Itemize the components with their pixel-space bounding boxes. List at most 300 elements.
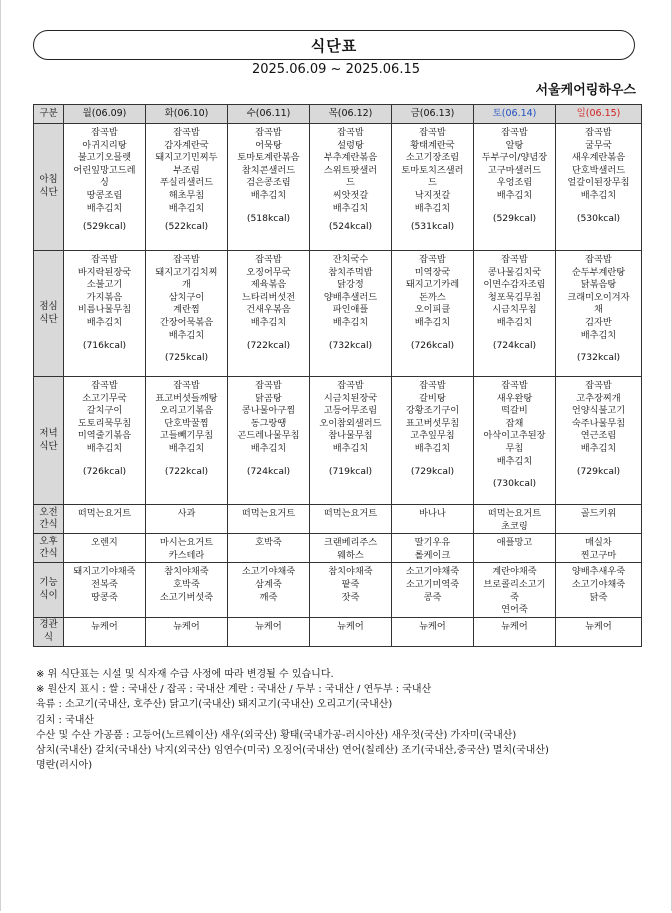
- menu-item: 황태계란국: [410, 139, 455, 151]
- row-pm-snack: [34, 534, 642, 563]
- menu-item: 배추김치: [250, 316, 287, 328]
- calorie-label: (726kcal): [82, 465, 127, 477]
- menu-item: 돼지고기카레: [405, 279, 460, 291]
- menu-item: 채: [594, 304, 603, 316]
- menu-cell: [228, 505, 310, 534]
- calorie-label: (524kcal): [328, 221, 373, 233]
- row-label-text: 식이: [39, 590, 58, 602]
- menu-item: 어린잎망고드레: [73, 164, 136, 176]
- menu-item: 잡곡밥: [585, 254, 612, 265]
- menu-cell: [228, 617, 310, 646]
- menu-item: 건새우볶음: [246, 304, 291, 316]
- menu-item: 제육볶음: [250, 279, 287, 291]
- menu-item: 파인애플: [332, 304, 369, 316]
- row-label-text: 오전: [39, 506, 58, 518]
- menu-item: 오리고기볶음: [159, 405, 214, 417]
- menu-item: 연근조림: [580, 430, 617, 442]
- day-header-mon: 월(06.09): [64, 105, 146, 124]
- menu-item: 양배추새우죽: [571, 566, 626, 578]
- menu-item: 크랜베리주스: [323, 537, 378, 549]
- menu-item: 깨죽: [259, 591, 278, 603]
- menu-item: 배추김치: [86, 442, 123, 454]
- menu-item: 콩나물아구찜: [241, 405, 296, 417]
- menu-item: 뉴케어: [419, 620, 446, 632]
- menu-item: 연어죽: [501, 604, 528, 616]
- menu-item: 크래미오이겨자: [567, 291, 630, 303]
- row-tube-feeding: [34, 617, 642, 646]
- header-label: 구분: [34, 105, 64, 124]
- row-label-text: 기능: [39, 577, 58, 589]
- menu-cell: [64, 617, 146, 646]
- menu-cell: [228, 534, 310, 563]
- menu-cell: [64, 377, 146, 505]
- menu-item: 바나나: [419, 508, 446, 519]
- menu-item: 강황조기구이: [405, 405, 460, 417]
- menu-item: 배추김치: [332, 316, 369, 328]
- menu-item: 감자계란국: [164, 139, 209, 151]
- menu-item: 호박죽: [255, 537, 282, 549]
- menu-cell: [310, 377, 392, 505]
- day-header-wed: 수(06.11): [228, 105, 310, 124]
- menu-item: 배추김치: [168, 329, 205, 341]
- menu-cell: [474, 617, 556, 646]
- menu-item: 부조림: [173, 164, 200, 176]
- menu-cell: [146, 377, 228, 505]
- menu-item: 뉴케어: [337, 620, 364, 632]
- row-label-text: 간식: [39, 519, 58, 531]
- menu-item: 배추김치: [332, 202, 369, 214]
- menu-cell: [556, 251, 642, 377]
- menu-cell: [146, 617, 228, 646]
- menu-item: 느타리버섯전: [241, 291, 296, 303]
- menu-item: 참치야채죽: [328, 566, 373, 578]
- menu-item: 언양식불고기: [571, 405, 626, 417]
- calorie-label: (529kcal): [82, 221, 127, 233]
- note-line: ※ 위 식단표는 시설 및 식자재 수급 사정에 따라 변경될 수 있습니다.: [36, 669, 334, 680]
- menu-item: 새우계란볶음: [571, 152, 626, 164]
- menu-item: 싱: [100, 177, 109, 189]
- menu-item: 어묵탕: [255, 139, 282, 151]
- menu-item: 잔치국수: [332, 254, 369, 265]
- menu-item: 표고버섯들깨탕: [155, 392, 218, 404]
- day-header-sun: 일(06.15): [556, 105, 642, 124]
- menu-cell: [146, 563, 228, 617]
- menu-item: 배추김치: [580, 442, 617, 454]
- menu-item: 고추장찌개: [576, 392, 621, 404]
- menu-item: 배추김치: [580, 329, 617, 341]
- row-label: [34, 377, 64, 505]
- row-label-text: 아침: [39, 174, 58, 186]
- menu-item: 떠먹는요거트: [77, 508, 132, 519]
- menu-item: 잡곡밥: [91, 127, 118, 138]
- menu-item: 도토리묵무침: [77, 417, 132, 429]
- menu-item: 잡곡밥: [419, 127, 446, 138]
- note-line: ※ 원산지 표시 : 쌀 : 국내산 / 잡곡 : 국내산 계란 : 국내산 / 두부 : 국내산 / 연두부 : 국내산: [36, 684, 432, 696]
- menu-item: 소고기버섯죽: [159, 591, 214, 603]
- menu-item: 고추잎무침: [410, 430, 455, 442]
- menu-item: 드: [346, 177, 355, 189]
- row-label-text: 경관: [39, 619, 58, 631]
- menu-item: 토마토계란볶음: [237, 152, 300, 164]
- menu-cell: [228, 377, 310, 505]
- menu-cell: [556, 505, 642, 534]
- menu-cell: [228, 563, 310, 617]
- menu-item: 땅콩조림: [86, 189, 123, 201]
- menu-item: 오이참외샐러드: [319, 417, 382, 429]
- menu-item: 땅콩죽: [91, 591, 118, 603]
- menu-item: 소불고기: [86, 279, 123, 291]
- menu-cell: [310, 251, 392, 377]
- menu-item: 소고기야채죽: [241, 566, 296, 578]
- calorie-label: (732kcal): [328, 339, 373, 351]
- menu-item: 오징어무국: [246, 266, 291, 278]
- menu-item: 배추김치: [168, 442, 205, 454]
- calorie-label: (729kcal): [576, 465, 621, 477]
- menu-item: 갈비탕: [419, 392, 446, 404]
- row-label-text: 식단: [39, 440, 58, 452]
- calorie-label: (522kcal): [164, 221, 209, 233]
- row-label-text: 간식: [39, 548, 58, 560]
- menu-cell: [146, 251, 228, 377]
- menu-item: 참치주먹밥: [328, 266, 373, 278]
- menu-item: 개: [182, 279, 191, 291]
- menu-cell: [474, 124, 556, 251]
- calorie-label: (531kcal): [410, 221, 455, 233]
- menu-item: 돼지고기민찌두: [155, 152, 218, 164]
- row-label-text: 점심: [39, 300, 58, 312]
- menu-item: 삼계죽: [255, 578, 282, 590]
- menu-item: 잡곡밥: [501, 254, 528, 265]
- menu-item: 미역장국: [414, 266, 451, 278]
- menu-item: 뉴케어: [91, 620, 118, 632]
- menu-item: 새우완탕: [496, 392, 533, 404]
- menu-item: 매실차: [585, 537, 612, 549]
- calorie-label: (724kcal): [492, 339, 537, 351]
- menu-cell: [310, 124, 392, 251]
- calorie-label: (732kcal): [576, 352, 621, 364]
- menu-item: 동그랑땡: [250, 417, 287, 429]
- menu-cell: [146, 534, 228, 563]
- note-line: 육류 : 소고기(국내산, 호주산) 닭고기(국내산) 돼지고기(국내산) 오리고기(국내산): [36, 699, 393, 711]
- menu-item: 아삭이고추된장: [483, 430, 546, 442]
- menu-item: 청포묵김무침: [487, 291, 542, 303]
- menu-item: 배추김치: [86, 316, 123, 328]
- menu-cell: [310, 563, 392, 617]
- menu-item: 죽: [510, 591, 519, 603]
- menu-item: 돼지고기야채죽: [73, 566, 136, 578]
- menu-item: 돈까스: [419, 291, 446, 303]
- menu-item: 잡곡밥: [501, 380, 528, 391]
- day-header-tue: 화(06.10): [146, 105, 228, 124]
- menu-item: 잡곡밥: [173, 254, 200, 265]
- menu-item: 계란찜: [173, 304, 200, 316]
- menu-item: 소고기미역죽: [405, 578, 460, 590]
- menu-item: 잡채: [505, 417, 524, 429]
- day-header-thu: 목(06.12): [310, 105, 392, 124]
- menu-item: 설렁탕: [337, 139, 364, 151]
- menu-item: 배추김치: [496, 189, 533, 201]
- menu-item: 드: [428, 177, 437, 189]
- menu-item: 배추김치: [414, 202, 451, 214]
- menu-item: 미역줄기볶음: [77, 430, 132, 442]
- menu-item: 사과: [177, 508, 196, 519]
- menu-item: 가지볶음: [86, 291, 123, 303]
- row-label-text: 저녁: [39, 427, 58, 439]
- menu-item: 토마토치즈샐러: [401, 164, 464, 176]
- row-dinner: [34, 377, 642, 505]
- note-line: 김치 : 국내산: [36, 714, 95, 726]
- menu-cell: [556, 534, 642, 563]
- menu-item: 검은콩조림: [246, 177, 291, 189]
- menu-item: 고구마샐러드: [487, 164, 542, 176]
- menu-item: 푸실리샐러드: [159, 177, 214, 189]
- menu-item: 뉴케어: [585, 620, 612, 632]
- calorie-label: (722kcal): [164, 465, 209, 477]
- menu-item: 고등어무조림: [323, 405, 378, 417]
- note-line: 명란(러시아): [36, 760, 93, 772]
- menu-item: 잡곡밥: [337, 380, 364, 391]
- calorie-label: (716kcal): [82, 339, 127, 351]
- menu-item: 찐고구마: [580, 549, 617, 561]
- menu-cell: [556, 563, 642, 617]
- menu-item: 배추김치: [332, 442, 369, 454]
- menu-item: 단호박샐러드: [571, 164, 626, 176]
- menu-item: 콩죽: [423, 591, 442, 603]
- calorie-label: (729kcal): [410, 465, 455, 477]
- menu-item: 떠먹는요거트: [487, 508, 542, 519]
- menu-item: 뉴케어: [173, 620, 200, 632]
- menu-item: 참치야채죽: [164, 566, 209, 578]
- company-name: 서울케어링하우스: [535, 83, 636, 98]
- day-header-sat: 토(06.14): [474, 105, 556, 124]
- menu-item: 돼지고기김치찌: [155, 266, 218, 278]
- menu-item: 숙주나물무침: [571, 417, 626, 429]
- calorie-label: (726kcal): [410, 339, 455, 351]
- row-label: [34, 563, 64, 617]
- menu-item: 두부구이/양념장: [481, 152, 548, 164]
- menu-cell: [392, 534, 474, 563]
- menu-item: 콩나물김치국: [487, 266, 542, 278]
- menu-item: 갈치구이: [86, 405, 123, 417]
- menu-item: 소고기무국: [82, 392, 127, 404]
- menu-item: 스위트팟샐러: [323, 164, 378, 176]
- calorie-label: (518kcal): [246, 212, 291, 224]
- menu-cell: [64, 251, 146, 377]
- menu-item: 골드키위: [580, 508, 617, 519]
- menu-item: 배추김치: [168, 202, 205, 214]
- menu-item: 우엉조림: [496, 177, 533, 189]
- menu-table: [33, 104, 642, 647]
- menu-item: 양배추샐러드: [323, 291, 378, 303]
- row-label: [34, 251, 64, 377]
- menu-item: 초코링: [501, 520, 528, 532]
- menu-cell: [310, 534, 392, 563]
- menu-cell: [556, 124, 642, 251]
- menu-item: 해초무침: [168, 189, 205, 201]
- row-label-text: 식: [43, 631, 54, 643]
- menu-cell: [474, 563, 556, 617]
- menu-item: 간장어묵볶음: [159, 316, 214, 328]
- row-lunch: [34, 251, 642, 377]
- menu-item: 잣죽: [341, 591, 360, 603]
- menu-item: 애플망고: [496, 537, 533, 549]
- menu-item: 떠먹는요거트: [241, 508, 296, 519]
- menu-item: 이면수감자조림: [483, 279, 546, 291]
- menu-item: 오렌지: [91, 537, 118, 549]
- menu-cell: [392, 251, 474, 377]
- menu-item: 잡곡밥: [91, 254, 118, 265]
- menu-item: 잡곡밥: [585, 127, 612, 138]
- row-label: [34, 124, 64, 251]
- menu-item: 배추김치: [414, 442, 451, 454]
- row-am-snack: [34, 505, 642, 534]
- date-range: 2025.06.09 ~ 2025.06.15: [251, 62, 421, 77]
- menu-item: 씨앗젓갈: [332, 189, 369, 201]
- notes: [36, 667, 656, 773]
- row-label-text: 식단: [39, 187, 58, 198]
- calorie-label: (722kcal): [246, 339, 291, 351]
- menu-item: 팥죽: [341, 578, 360, 590]
- menu-item: 브로콜리소고기: [483, 578, 546, 590]
- header-row: [34, 105, 642, 124]
- menu-item: 표고버섯무침: [405, 417, 460, 429]
- note-line: 수산 및 수산 가공품 : 고등어(노르웨이산) 새우(외국산) 황태(국내가공-러시아산) 새우젓(국산) 가자미(국내산): [36, 729, 517, 741]
- menu-item: 배추김치: [496, 316, 533, 328]
- menu-item: 시금치된장국: [323, 392, 378, 404]
- menu-cell: [392, 124, 474, 251]
- menu-cell: [64, 505, 146, 534]
- menu-item: 카스테라: [168, 549, 205, 561]
- menu-cell: [146, 124, 228, 251]
- page-title: 식단표: [33, 30, 635, 60]
- row-label: [34, 534, 64, 563]
- menu-item: 닭강정: [337, 279, 364, 291]
- menu-item: 웨하스: [337, 549, 364, 561]
- menu-item: 잡곡밥: [585, 380, 612, 391]
- menu-item: 참나물무침: [328, 430, 373, 442]
- menu-item: 배추김치: [250, 189, 287, 201]
- menu-item: 배추김치: [86, 202, 123, 214]
- menu-item: 아귀지리탕: [82, 139, 127, 151]
- menu-cell: [556, 617, 642, 646]
- menu-cell: [474, 534, 556, 563]
- menu-item: 떠먹는요거트: [323, 508, 378, 519]
- calorie-label: (719kcal): [328, 465, 373, 477]
- menu-item: 배추김치: [414, 316, 451, 328]
- menu-item: 잡곡밥: [255, 127, 282, 138]
- row-functional-diet: [34, 563, 642, 617]
- menu-item: 소고기야채죽: [405, 566, 460, 578]
- menu-item: 부추계란볶음: [323, 152, 378, 164]
- row-label-text: 오후: [39, 535, 58, 547]
- menu-item: 고들빼기무침: [159, 430, 214, 442]
- calorie-label: (724kcal): [246, 465, 291, 477]
- menu-item: 무침: [505, 442, 524, 454]
- menu-item: 잡곡밥: [255, 380, 282, 391]
- menu-item: 잡곡밥: [419, 380, 446, 391]
- menu-item: 단호박꿀찜: [164, 417, 209, 429]
- menu-item: 닭곰탕: [255, 392, 282, 404]
- menu-item: 오이피클: [414, 304, 451, 316]
- menu-item: 순두부계란탕: [571, 266, 626, 278]
- menu-cell: [392, 617, 474, 646]
- menu-item: 배추김치: [496, 455, 533, 467]
- menu-cell: [64, 563, 146, 617]
- menu-item: 잡곡밥: [255, 254, 282, 265]
- row-label-text: 식단: [39, 313, 58, 325]
- menu-item: 김자반: [585, 316, 612, 328]
- menu-cell: [392, 563, 474, 617]
- menu-item: 잡곡밥: [91, 380, 118, 391]
- menu-item: 배추김치: [250, 442, 287, 454]
- menu-cell: [392, 377, 474, 505]
- menu-item: 닭죽: [589, 591, 608, 603]
- calorie-label: (730kcal): [492, 478, 537, 490]
- menu-item: 굴무국: [585, 139, 612, 151]
- menu-item: 계란야채죽: [492, 566, 537, 578]
- menu-item: 뉴케어: [501, 620, 528, 632]
- menu-item: 참치콘샐러드: [241, 164, 296, 176]
- calorie-label: (529kcal): [492, 212, 537, 224]
- menu-item: 비름나물무침: [77, 304, 132, 316]
- menu-item: 배추김치: [580, 189, 617, 201]
- day-header-fri: 금(06.13): [392, 105, 474, 124]
- menu-item: 알탕: [505, 139, 524, 151]
- menu-cell: [310, 617, 392, 646]
- menu-item: 딸기우유: [414, 537, 451, 549]
- menu-item: 시금치무침: [492, 304, 537, 316]
- menu-item: 곤드레나물무침: [237, 430, 300, 442]
- menu-cell: [64, 534, 146, 563]
- menu-item: 마시는요거트: [159, 537, 214, 549]
- menu-item: 롤케이크: [414, 549, 451, 561]
- menu-item: 소고기장조림: [405, 152, 460, 164]
- menu-cell: [64, 124, 146, 251]
- menu-item: 얼갈이된장무침: [567, 177, 630, 189]
- menu-cell: [474, 505, 556, 534]
- menu-item: 소고기야채죽: [571, 578, 626, 590]
- menu-cell: [310, 505, 392, 534]
- menu-cell: [392, 505, 474, 534]
- menu-item: 낙지젓갈: [414, 189, 451, 201]
- menu-item: 호박죽: [173, 578, 200, 590]
- menu-item: 닭볶음탕: [580, 279, 617, 291]
- menu-item: 잡곡밥: [173, 127, 200, 138]
- calorie-label: (530kcal): [576, 212, 621, 224]
- menu-item: 전복죽: [91, 578, 118, 590]
- row-label: [34, 505, 64, 534]
- note-line: 삼치(국내산) 갈치(국내산) 낙지(외국산) 임연수(미국) 오징어(국내산) 연어(칠레산) 조기(국내산,중국산) 멸치(국내산): [36, 745, 549, 757]
- menu-item: 잡곡밥: [337, 127, 364, 138]
- calorie-label: (725kcal): [164, 352, 209, 364]
- menu-item: 삼치구이: [168, 291, 205, 303]
- menu-item: 뉴케어: [255, 620, 282, 632]
- menu-item: 잡곡밥: [419, 254, 446, 265]
- menu-cell: [556, 377, 642, 505]
- menu-item: 바지락된장국: [77, 266, 132, 278]
- menu-cell: [474, 251, 556, 377]
- menu-item: 잡곡밥: [173, 380, 200, 391]
- row-breakfast: [34, 124, 642, 251]
- menu-item: 불고기오믈렛: [77, 152, 132, 164]
- menu-cell: [474, 377, 556, 505]
- menu-item: 잡곡밥: [501, 127, 528, 138]
- menu-cell: [228, 124, 310, 251]
- menu-cell: [228, 251, 310, 377]
- row-label: [34, 617, 64, 646]
- menu-body: [34, 124, 642, 647]
- menu-cell: [146, 505, 228, 534]
